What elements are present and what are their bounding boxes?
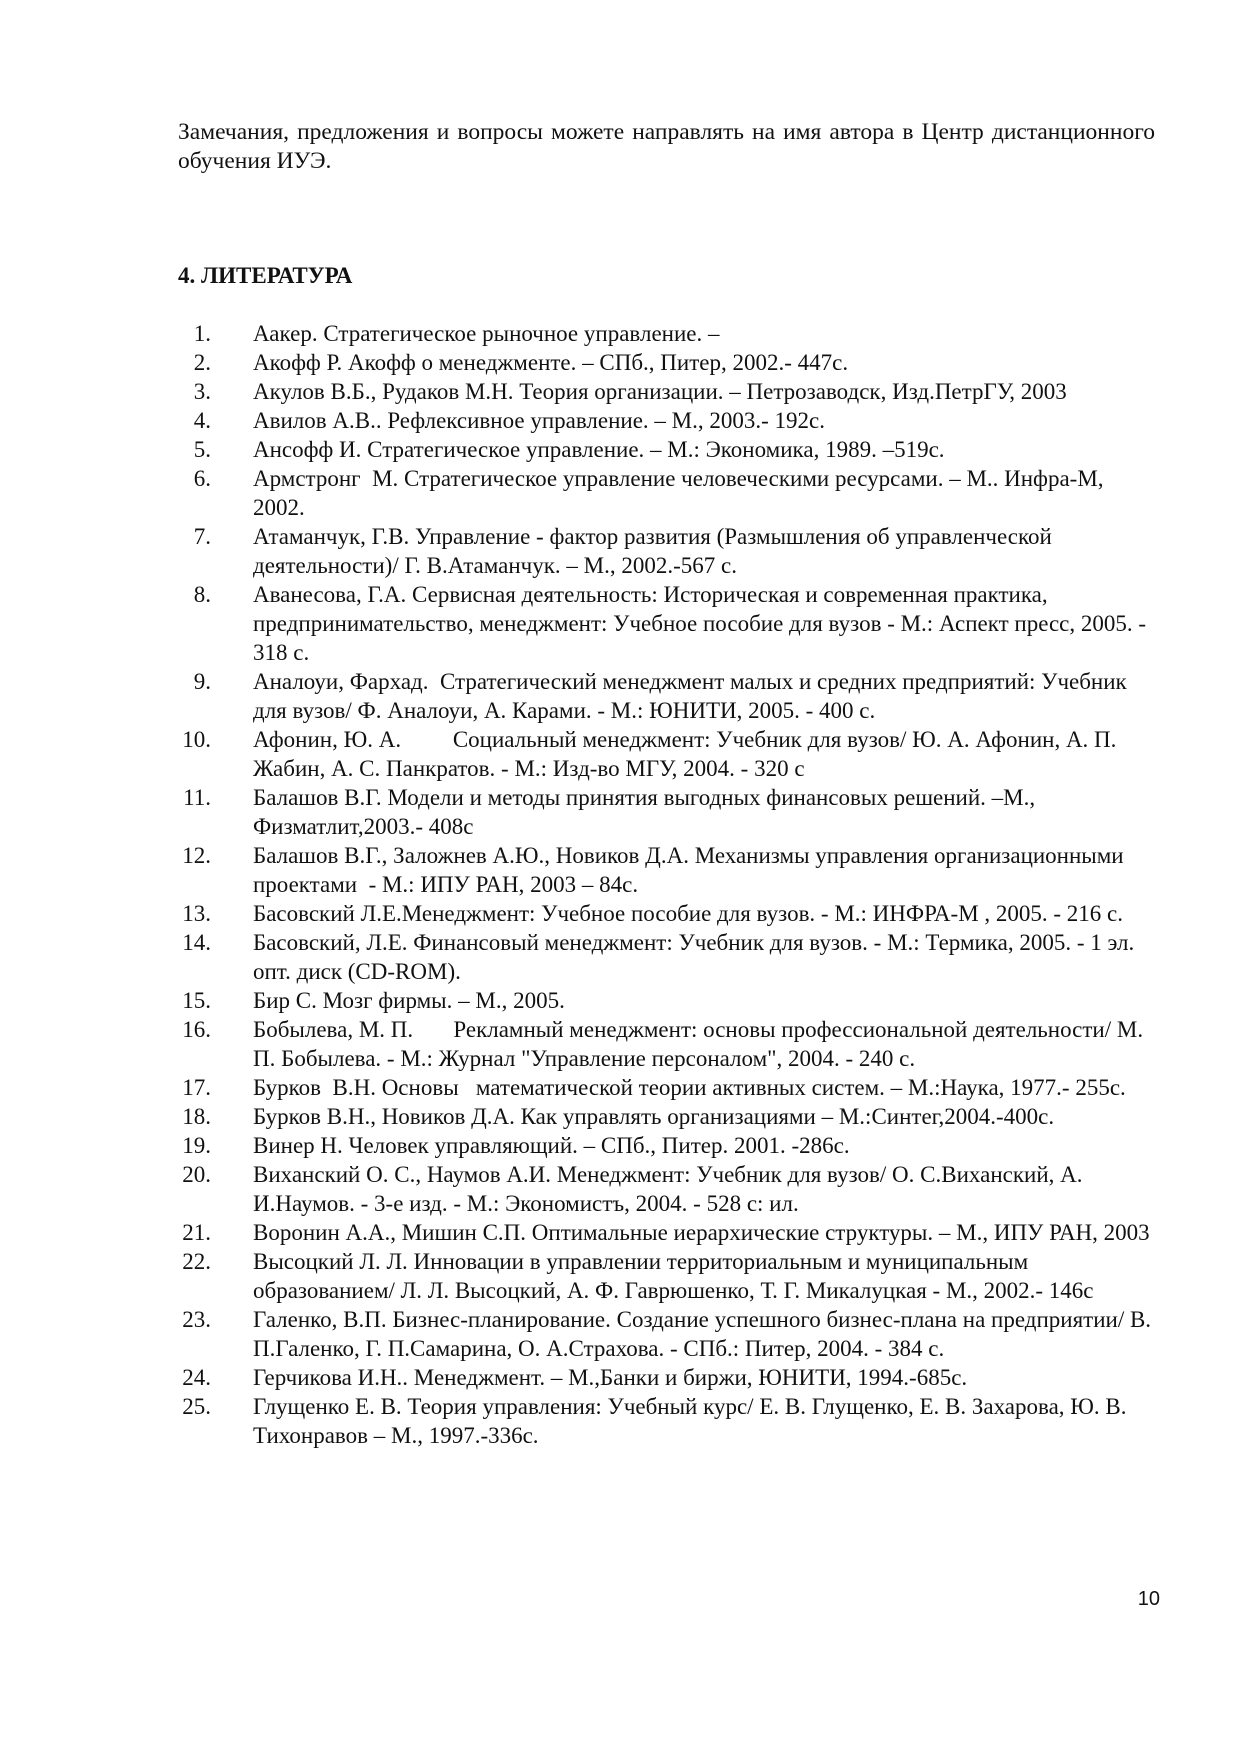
reference-text: Галенко, В.П. Бизнес-планирование. Создание успешного бизнес-плана на предприятии/ В. П.Галенко, Г. П.Самарина, О. А.Страхова. - СПб.: Питер, 2004. - 384 с. — [253, 1307, 1157, 1361]
reference-number-text: 22. — [182, 1249, 211, 1274]
reference-item — [0, 1305, 1157, 1363]
reference-text: Бурков В.Н., Новиков Д.А. Как управлять организациями – М.:Синтег,2004.-400с. — [253, 1104, 1055, 1129]
reference-number-text: 23. — [182, 1307, 211, 1332]
reference-text: Бобылева, М. П. Рекламный менеджмент: основы профессиональной деятельности/ М. П. Бобылева. - М.: Журнал "Управление персоналом", 2004. - 240 с. — [253, 1017, 1149, 1071]
reference-text: Армстронг М. Стратегическое управление человеческими ресурсами. – М.. Инфра-М, 2002. — [253, 466, 1110, 520]
reference-number-text: 7. — [193, 524, 211, 549]
reference-number-text: 17. — [182, 1075, 211, 1100]
reference-item — [0, 928, 1153, 986]
reference-text: Винер Н. Человек управляющий. – СПб., Питер. 2001. -286с. — [253, 1133, 850, 1158]
reference-item — [0, 1363, 1153, 1392]
reference-text: Ансофф И. Стратегическое управление. – М.: Экономика, 1989. –519с. — [253, 437, 945, 462]
reference-text: Бир С. Мозг фирмы. – М., 2005. — [253, 988, 565, 1013]
reference-item — [0, 1218, 1153, 1247]
reference-item — [0, 522, 1153, 580]
reference-number-text: 13. — [182, 901, 211, 926]
reference-item — [0, 435, 1153, 464]
reference-item — [0, 667, 1153, 725]
reference-number-text: 9. — [193, 669, 211, 694]
reference-number-text: 1. — [193, 321, 211, 346]
reference-text: Высоцкий Л. Л. Инновации в управлении территориальным и муниципальным образованием/ Л. Л. Высоцкий, А. Ф. Гаврюшенко, Т. Г. Микалуцкая - М., 2002.- 146с — [253, 1249, 1094, 1303]
reference-number-text: 2. — [193, 350, 211, 375]
reference-number-text: 25. — [182, 1394, 211, 1419]
reference-number-text: 6. — [193, 466, 211, 491]
reference-number-text: 4. — [193, 408, 211, 433]
reference-text: Акулов В.Б., Рудаков М.Н. Теория организации. – Петрозаводск, Изд.ПетрГУ, 2003 — [253, 379, 1067, 404]
reference-number-text: 12. — [182, 843, 211, 868]
reference-item — [0, 1131, 1153, 1160]
reference-number-text: 21. — [182, 1220, 211, 1245]
reference-number-text: 5. — [193, 437, 211, 462]
reference-text: Басовский Л.Е.Менеджмент: Учебное пособие для вузов. - М.: ИНФРА-М , 2005. - 216 с. — [253, 901, 1124, 926]
reference-item — [0, 348, 1153, 377]
reference-text: Авилов А.В.. Рефлексивное управление. – М., 2003.- 192с. — [253, 408, 825, 433]
reference-item — [0, 841, 1153, 899]
reference-list — [0, 319, 1241, 1450]
reference-text: Герчикова И.Н.. Менеджмент. – М.,Банки и биржи, ЮНИТИ, 1994.-685с. — [253, 1365, 968, 1390]
section-heading: 4. ЛИТЕРАТУРА — [178, 263, 353, 288]
reference-number-text: 24. — [182, 1365, 211, 1390]
reference-item — [0, 899, 1153, 928]
reference-item — [0, 725, 1153, 783]
reference-number-text: 18. — [182, 1104, 211, 1129]
reference-text: Акофф Р. Акофф о менеджменте. – СПб., Питер, 2002.- 447с. — [253, 350, 849, 375]
reference-text: Басовский, Л.Е. Финансовый менеджмент: Учебник для вузов. - М.: Термика, 2005. - 1 эл. опт. диск (CD-ROM). — [253, 930, 1140, 984]
reference-item — [0, 1392, 1153, 1450]
reference-number-text: 16. — [182, 1017, 211, 1042]
reference-item — [0, 406, 1153, 435]
reference-text: Виханский О. С., Наумов А.И. Менеджмент: Учебник для вузов/ О. С.Виханский, А. И.Наумов. - 3-е изд. - М.: Экономистъ, 2004. - 528 с: ил. — [253, 1162, 1089, 1216]
reference-number-text: 15. — [182, 988, 211, 1013]
reference-item — [0, 1102, 1153, 1131]
reference-item — [0, 377, 1153, 406]
reference-item — [0, 1160, 1153, 1218]
reference-text: Воронин А.А., Мишин С.П. Оптимальные иерархические структуры. – М., ИПУ РАН, 2003 — [253, 1220, 1150, 1245]
reference-number-text: 8. — [193, 582, 211, 607]
reference-item — [0, 1015, 1153, 1073]
reference-text: Глущенко Е. В. Теория управления: Учебный курс/ Е. В. Глущенко, Е. В. Захарова, Ю. В. Тихонравов – М., 1997.-336с. — [253, 1394, 1133, 1448]
reference-number-text: 19. — [182, 1133, 211, 1158]
reference-item — [0, 1073, 1153, 1102]
reference-text: Атаманчук, Г.В. Управление - фактор развития (Размышления об управленческой деятельности)/ Г. В.Атаманчук. – М., 2002.-567 с. — [253, 524, 1058, 578]
reference-text: Балашов В.Г., Заложнев А.Ю., Новиков Д.А. Механизмы управления организационными проектами - М.: ИПУ РАН, 2003 – 84с. — [253, 843, 1130, 897]
reference-item — [0, 986, 1153, 1015]
page-number: 10 — [1137, 1588, 1160, 1610]
reference-text: Балашов В.Г. Модели и методы принятия выгодных финансовых решений. –М., Физматлит,2003.- 408с — [253, 785, 1041, 839]
reference-item — [0, 464, 1153, 522]
reference-number-text: 14. — [182, 930, 211, 955]
reference-item — [0, 319, 1153, 348]
reference-number-text: 11. — [183, 785, 211, 810]
reference-item — [0, 580, 1153, 667]
reference-number-text: 3. — [193, 379, 211, 404]
intro-paragraph: Замечания, предложения и вопросы можете направлять на имя автора в Центр дистанционного обучения ИУЭ. — [178, 119, 1155, 174]
reference-number-text: 10. — [182, 727, 211, 752]
reference-item — [0, 1247, 1153, 1305]
reference-text: Бурков В.Н. Основы математической теории активных систем. – М.:Наука, 1977.- 255с. — [253, 1075, 1126, 1100]
reference-number-text: 20. — [182, 1162, 211, 1187]
reference-text: Аакер. Стратегическое рыночное управление. – — [253, 321, 720, 346]
reference-text: Аванесова, Г.А. Сервисная деятельность: Историческая и современная практика, предпринимательство, менеджмент: Учебное пособие для вузов - М.: Аспект пресс, 2005. - 318 с. — [253, 582, 1152, 665]
reference-item — [0, 783, 1153, 841]
reference-text: Аналоуи, Фархад. Стратегический менеджмент малых и средних предприятий: Учебник для вузов/ Ф. Аналоуи, А. Карами. - М.: ЮНИТИ, 2005. - 400 с. — [253, 669, 1133, 723]
reference-text: Афонин, Ю. А. Социальный менеджмент: Учебник для вузов/ Ю. А. Афонин, А. П. Жабин, А. С. Панкратов. - М.: Изд-во МГУ, 2004. - 320 с — [253, 727, 1123, 781]
